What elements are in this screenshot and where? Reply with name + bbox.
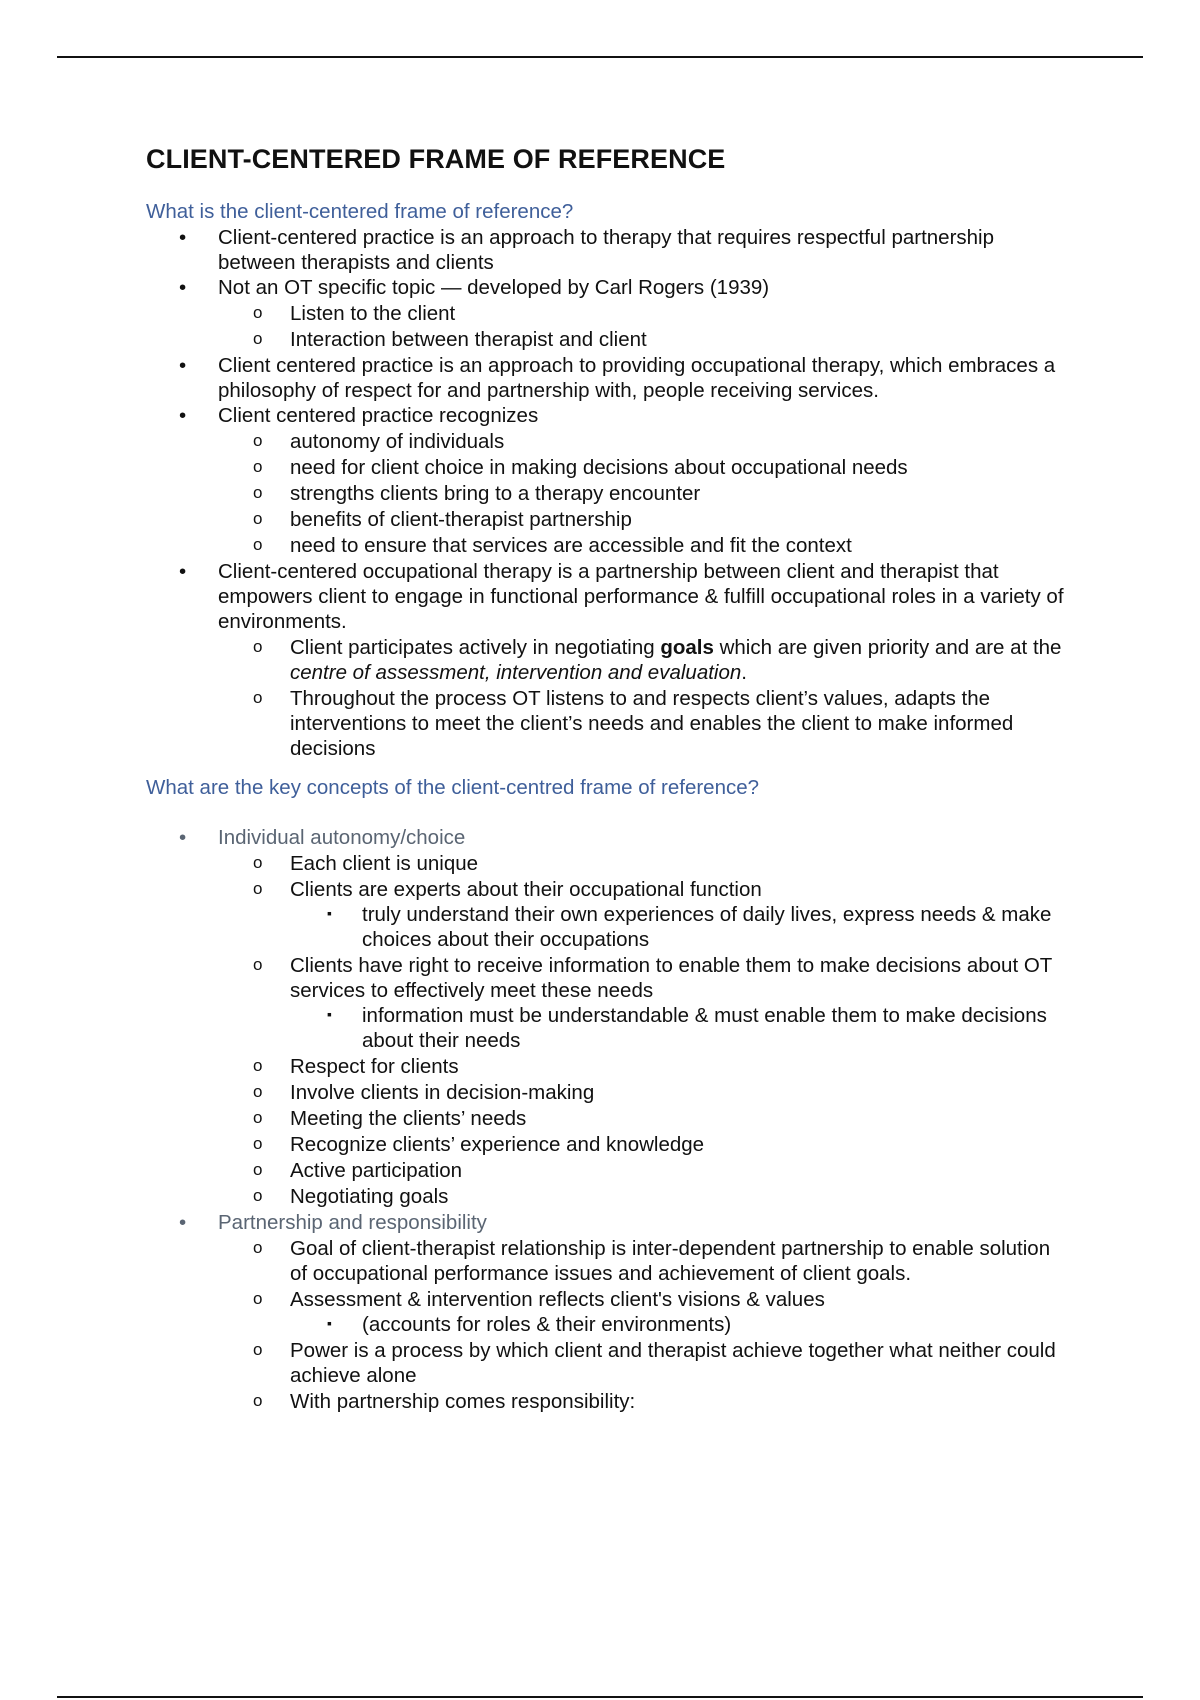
list-item-text: Client centered practice recognizes — [218, 404, 539, 427]
sub-list-item: o Involve clients in decision-making — [218, 1080, 1066, 1105]
sub-sub-list — [290, 1003, 1066, 1053]
document-body — [146, 144, 1066, 1415]
sub-sub-list-item: ▪ information must be understandable & must enable them to make decisions about their needs — [290, 1003, 1066, 1053]
sub-list-item: o Listen to the client — [218, 301, 1066, 326]
footer-rule — [57, 1696, 1143, 1698]
sub-list-item: o Power is a process by which client and therapist achieve together what neither could achieve alone — [218, 1338, 1066, 1388]
sub-list-item: o Respect for clients — [218, 1054, 1066, 1079]
sub-list — [218, 635, 1066, 761]
sub-sub-list-item: ▪ truly understand their own experiences of daily lives, express needs & make choices about their occupations — [290, 902, 1066, 952]
sub-list-item: o strengths clients bring to a therapy encounter — [218, 481, 1066, 506]
sub-sub-list-item: ▪ (accounts for roles & their environments) — [290, 1312, 1066, 1337]
text-run: Client participates actively in negotiating — [290, 636, 661, 659]
sub-sub-list — [290, 902, 1066, 952]
key-concepts-list — [146, 825, 1066, 1414]
definition-list — [146, 225, 1066, 761]
sub-list-text: Clients are experts about their occupational function — [290, 878, 762, 901]
sub-list-text: Clients have right to receive information to enable them to make decisions about OT services to effectively meet these needs — [290, 954, 1052, 1002]
list-item: • Client-centered practice is an approach to therapy that requires respectful partnership between therapists and clients — [146, 225, 1066, 275]
sub-list-item — [218, 877, 1066, 952]
topic-item — [146, 1210, 1066, 1414]
sub-list — [218, 301, 1066, 352]
sub-list — [218, 851, 1066, 1209]
sub-list-item: o autonomy of individuals — [218, 429, 1066, 454]
sub-list-item — [218, 953, 1066, 1053]
list-item: • Client centered practice is an approach to providing occupational therapy, which embraces a philosophy of respect for and partnership with, people receiving services. — [146, 353, 1066, 403]
header-rule — [57, 56, 1143, 58]
list-item-text: Client-centered occupational therapy is a partnership between client and therapist that empowers client to engage in functional performance & fulfill occupational roles in a variety of environments. — [218, 560, 1064, 633]
list-item — [146, 403, 1066, 558]
sub-list-item: o need to ensure that services are accessible and fit the context — [218, 533, 1066, 558]
section-heading-definition: What is the client-centered frame of reference? — [146, 200, 574, 223]
sub-list — [218, 1236, 1066, 1414]
sub-list-item: o Active participation — [218, 1158, 1066, 1183]
topic-item — [146, 825, 1066, 1209]
sub-list-item: o benefits of client-therapist partnership — [218, 507, 1066, 532]
topic-label: Individual autonomy/choice — [218, 826, 466, 849]
sub-list-item — [218, 635, 1066, 685]
sub-list-item: o need for client choice in making decisions about occupational needs — [218, 455, 1066, 480]
section-heading-key-concepts: What are the key concepts of the client-centred frame of reference? — [146, 776, 760, 799]
list-item-text: Not an OT specific topic — developed by Carl Rogers (1939) — [218, 276, 770, 299]
sub-list-item — [218, 1287, 1066, 1337]
sub-list — [218, 429, 1066, 558]
sub-list-text: Assessment & intervention reflects client's visions & values — [290, 1288, 825, 1311]
sub-list-item: o Throughout the process OT listens to and respects client’s values, adapts the interventions to meet the client’s needs and enables the client to make informed decisions — [218, 686, 1066, 761]
sub-list-item: o Each client is unique — [218, 851, 1066, 876]
page-title: CLIENT-CENTERED FRAME OF REFERENCE — [146, 144, 726, 174]
sub-list-item: o With partnership comes responsibility: — [218, 1389, 1066, 1414]
text-run: . — [741, 661, 747, 684]
bold-term: goals — [660, 636, 714, 659]
list-item — [146, 559, 1066, 761]
topic-label: Partnership and responsibility — [218, 1211, 487, 1234]
sub-list-item: o Interaction between therapist and client — [218, 327, 1066, 352]
sub-list-item: o Negotiating goals — [218, 1184, 1066, 1209]
sub-list-item: o Recognize clients’ experience and knowledge — [218, 1132, 1066, 1157]
italic-term: centre of assessment, intervention and evaluation — [290, 661, 742, 684]
text-run: which are given priority and are at the — [713, 636, 1062, 659]
sub-list-item: o Goal of client-therapist relationship is inter-dependent partnership to enable solution of occupational performance issues and achievement of client goals. — [218, 1236, 1066, 1286]
sub-sub-list — [290, 1312, 1066, 1337]
list-item — [146, 275, 1066, 352]
sub-list-item: o Meeting the clients’ needs — [218, 1106, 1066, 1131]
